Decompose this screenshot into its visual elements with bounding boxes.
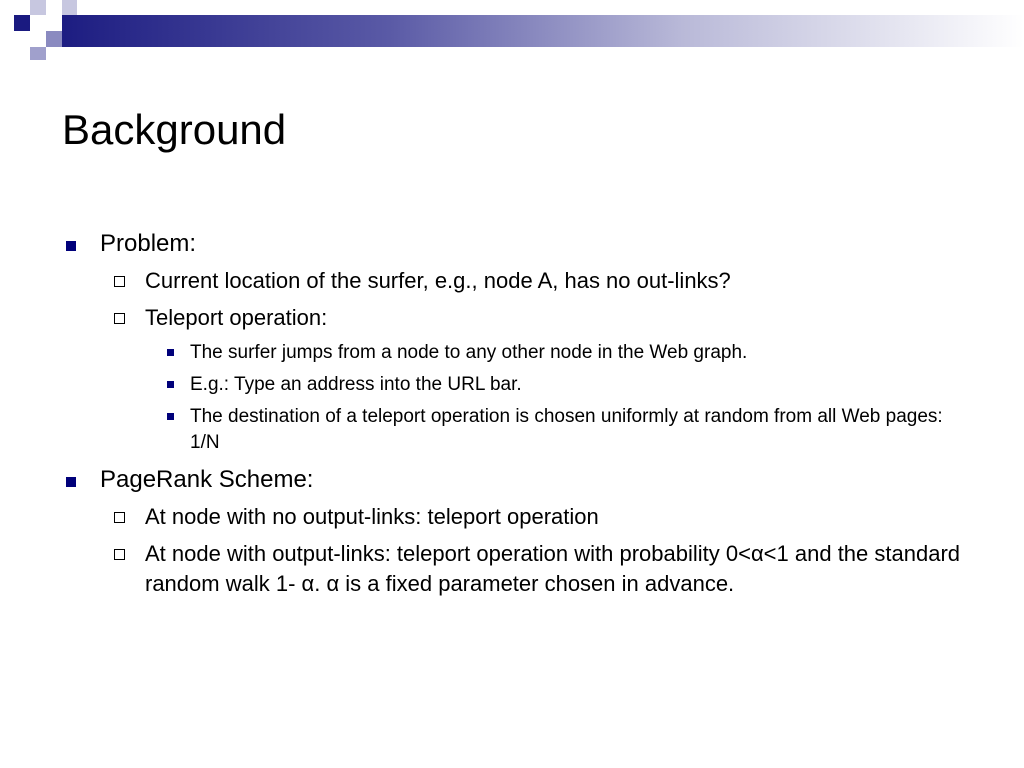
decor-square — [14, 15, 30, 31]
hollow-square-bullet-icon — [114, 549, 125, 560]
decor-square — [30, 31, 46, 47]
subbullet-no-output-links — [107, 502, 962, 532]
bullet-pagerank-scheme — [62, 464, 962, 496]
subbullet-teleport-operation — [107, 303, 962, 333]
subsubbullet-url-bar — [152, 372, 950, 398]
subbullet-current-location — [107, 266, 962, 296]
bullet-text: Problem: — [100, 230, 197, 257]
hollow-square-bullet-icon — [114, 276, 125, 287]
bullet-text: PageRank Scheme: — [100, 466, 314, 493]
bullet-text: Current location of the surfer, e.g., node A, has no out-links? — [145, 268, 731, 293]
hollow-square-bullet-icon — [114, 512, 125, 523]
square-bullet-icon — [66, 477, 76, 487]
small-square-bullet-icon — [167, 413, 174, 420]
bullet-text: The surfer jumps from a node to any other node in the Web graph. — [190, 342, 748, 363]
subbullet-with-output-links — [107, 539, 962, 599]
slide-title: Background — [62, 106, 287, 153]
decor-square — [46, 31, 62, 47]
bullet-text: E.g.: Type an address into the URL bar. — [190, 374, 522, 395]
header-gradient-bar — [48, 15, 1024, 47]
square-bullet-icon — [66, 241, 76, 251]
bullet-text: The destination of a teleport operation is chosen uniformly at random from all Web pages: 1/N — [190, 406, 943, 453]
decor-square — [30, 47, 46, 60]
bullet-text: At node with output-links: teleport operation with probability 0<α<1 and the standard random walk 1- α. α is a fixed parameter chosen in advance. — [145, 541, 961, 596]
hollow-square-bullet-icon — [114, 313, 125, 324]
small-square-bullet-icon — [167, 349, 174, 356]
subsubbullet-destination — [152, 404, 950, 456]
decor-square — [30, 0, 46, 15]
bullet-text: At node with no output-links: teleport operation — [145, 504, 599, 529]
decor-square — [62, 0, 77, 15]
bullet-problem — [62, 228, 962, 260]
subsubbullet-surfer-jumps — [152, 340, 950, 366]
bullet-text: Teleport operation: — [145, 305, 328, 330]
bullet-list — [62, 228, 962, 606]
decor-square — [46, 15, 62, 31]
small-square-bullet-icon — [167, 381, 174, 388]
